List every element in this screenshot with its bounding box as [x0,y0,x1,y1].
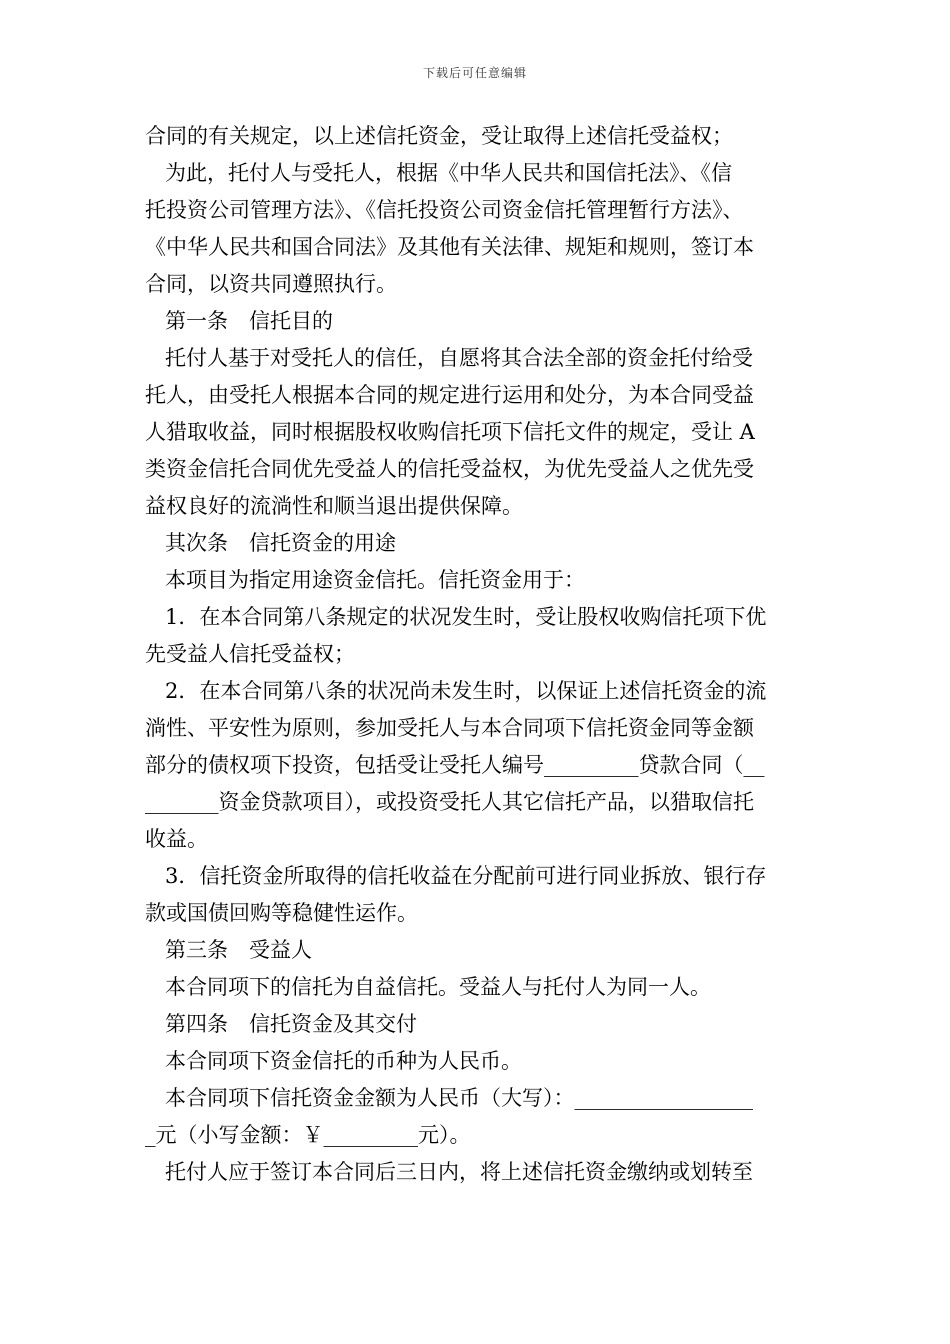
document-line: 托人，由受托人根据本合同的规定进行运用和处分，为本合同受益 [145,383,754,407]
document-line: 本项目为指定用途资金信托。信托资金用于： [165,568,585,592]
document-line: 先受益人信托受益权； [145,642,355,666]
document-line: 1．在本合同第八条规定的状况发生时，受让股权收购信托项下优 [165,605,767,629]
document-line: 淌性、平安性为原则，参加受托人与本合同项下信托资金同等金额 [145,716,754,740]
document-line: 本合同项下资金信托的币种为人民币。 [165,1049,522,1073]
document-line: 合同，以资共同遵照执行。 [145,272,397,296]
page-header: 下载后可任意编辑 [422,66,527,80]
document-line: 托投资公司管理方法》、《信托投资公司资金信托管理暂行方法》、 [145,198,744,222]
document-line: 部分的债权项下投资，包括受让受托人编号_________贷款合同（__ [145,753,765,777]
document-line: 其次条 信托资金的用途 [165,531,396,555]
document-line: 款或国债回购等稳健性运作。 [145,901,418,925]
document-line: 类资金信托合同优先受益人的信托受益权，为优先受益人之优先受 [145,457,754,481]
document-line: 第三条 受益人 [165,938,312,962]
document-line: 托付人应于签订本合同后三日内，将上述信托资金缴纳或划转至 [165,1160,753,1184]
document-line: 托付人基于对受托人的信任，自愿将其合法全部的资金托付给受 [165,346,753,370]
document-line: 第一条 信托目的 [165,309,333,333]
document-line: 为此，托付人与受托人，根据《中华人民共和国信托法》、《信 [165,161,732,185]
document-line: 益权良好的流淌性和顺当退出提供保障。 [145,494,523,518]
document-line: 《中华人民共和国合同法》及其他有关法律、规矩和规则，签订本 [145,235,754,259]
document-line: _元（小写金额：￥_________元）。 [145,1123,471,1147]
document-body [145,118,807,1191]
document-line: _______资金贷款项目），或投资受托人其它信托产品，以猎取信托 [145,790,754,814]
document-line: 第四条 信托资金及其交付 [165,1012,417,1036]
document-line: 3．信托资金所取得的信托收益在分配前可进行同业拆放、银行存 [165,864,767,888]
document-line: 2．在本合同第八条的状况尚未发生时，以保证上述信托资金的流 [165,679,767,703]
document-line: 本合同项下的信托为自益信托。受益人与托付人为同一人。 [165,975,711,999]
document-line: 本合同项下信托资金金额为人民币（大写）：_________________ [165,1086,753,1110]
document-line: 合同的有关规定，以上述信托资金，受让取得上述信托受益权； [145,124,733,148]
document-line: 收益。 [145,827,208,851]
document-line: 人猎取收益，同时根据股权收购信托项下信托文件的规定，受让 A [145,420,755,444]
